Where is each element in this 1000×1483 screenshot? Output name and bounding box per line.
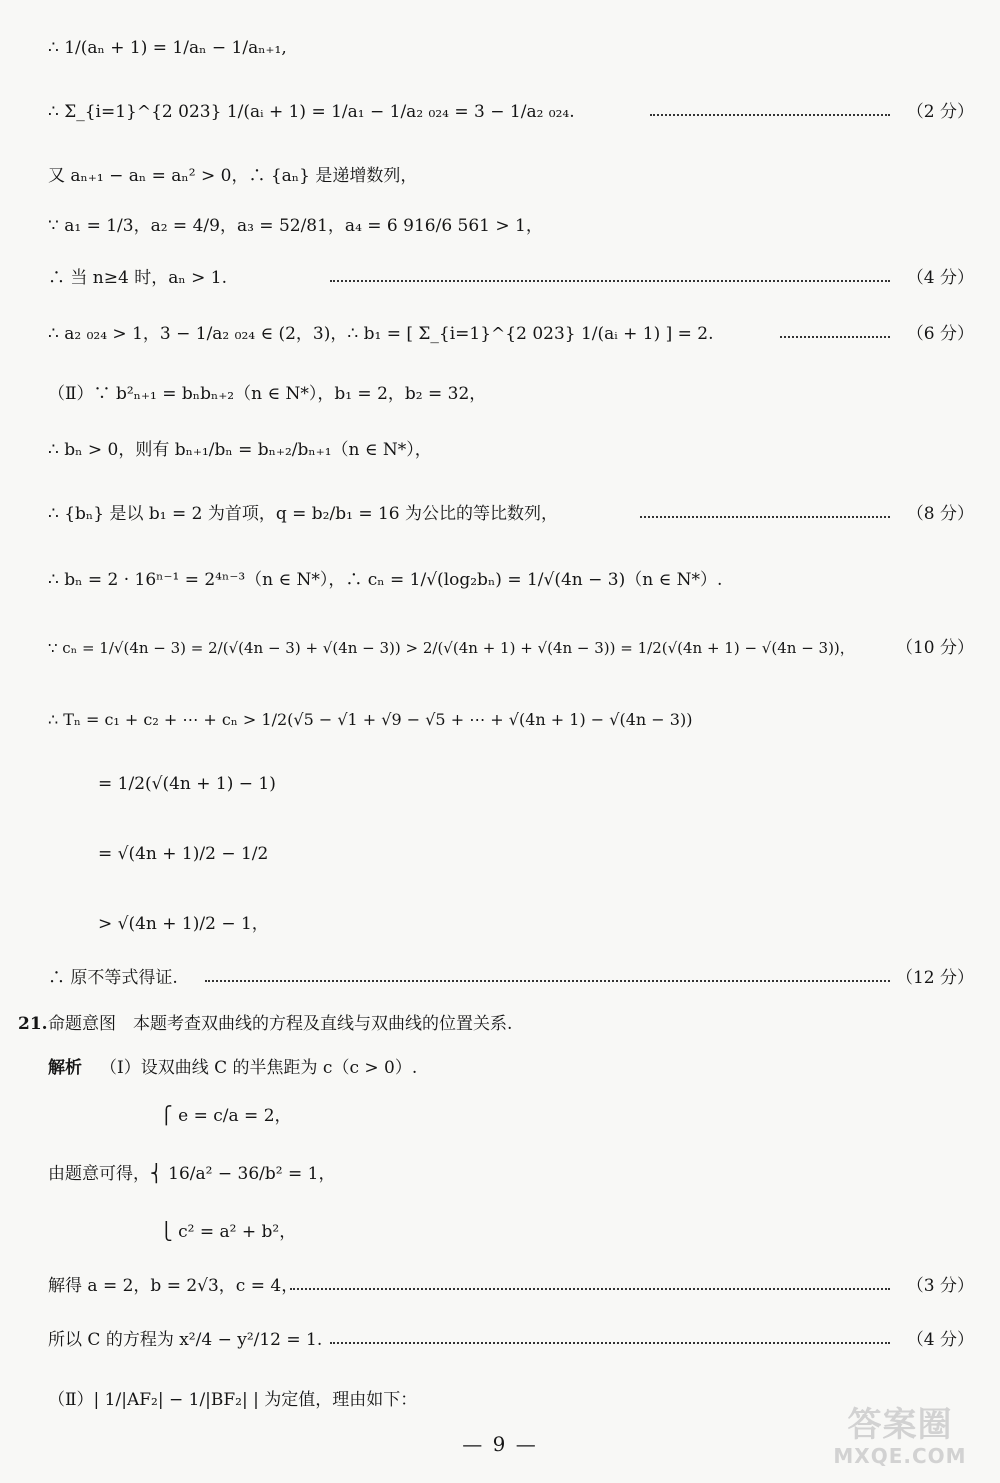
line-text: （Ⅱ）∵ b²ₙ₊₁ = bₙbₙ₊₂（n ∈ N*），b₁ = 2，b₂ = 32， bbox=[48, 384, 487, 404]
solution-line bbox=[0, 958, 1000, 998]
solution-line bbox=[0, 764, 1000, 804]
line-text: ∵ cₙ = 1/√(4n − 3) = 2/(√(4n − 3) + √(4n − 3)) > 2/(√(4n + 1) + √(4n − 3)) = 1/2(√(4n + 1) − √(4n − 3))， bbox=[48, 639, 855, 657]
line-text: = √(4n + 1)/2 − 1/2 bbox=[98, 844, 269, 864]
dot-leader bbox=[205, 980, 890, 982]
solution-line bbox=[0, 28, 1000, 68]
solution-line bbox=[0, 628, 1000, 668]
line-text: ∴ 当 n≥4 时，aₙ > 1. bbox=[48, 268, 227, 288]
solution-line bbox=[0, 1154, 1000, 1194]
line-text: ∴ 原不等式得证. bbox=[48, 968, 178, 988]
solution-line bbox=[0, 1048, 1000, 1088]
solution-line bbox=[0, 314, 1000, 354]
line-text: ∴ 1/(aₙ + 1) = 1/aₙ − 1/aₙ₊₁, bbox=[48, 38, 287, 58]
solution-line bbox=[0, 92, 1000, 132]
line-text: ⎧ e = c/a = 2， bbox=[160, 1106, 292, 1126]
solution-line bbox=[0, 430, 1000, 470]
line-text: ∴ {bₙ} 是以 b₁ = 2 为首项，q = b₂/b₁ = 16 为公比的等比数列， bbox=[48, 504, 559, 524]
line-text: ∴ bₙ > 0，则有 bₙ₊₁/bₙ = bₙ₊₂/bₙ₊₁（n ∈ N*）， bbox=[48, 440, 432, 460]
line-text: > √(4n + 1)/2 − 1， bbox=[98, 914, 269, 934]
score-mark: （4 分） bbox=[906, 268, 974, 288]
line-text: ∴ Tₙ = c₁ + c₂ + ⋯ + cₙ > 1/2(√5 − √1 + √9 − √5 + ⋯ + √(4n + 1) − √(4n − 3)) bbox=[48, 710, 693, 729]
line-text: 又 aₙ₊₁ − aₙ = aₙ² > 0，∴ {aₙ} 是递增数列， bbox=[48, 166, 418, 186]
solution-line bbox=[0, 258, 1000, 298]
score-mark: （12 分） bbox=[895, 968, 974, 988]
solution-line bbox=[0, 1266, 1000, 1306]
solution-line bbox=[0, 1096, 1000, 1136]
solution-line bbox=[0, 494, 1000, 534]
solution-line bbox=[0, 904, 1000, 944]
dot-leader bbox=[330, 280, 890, 282]
line-text: ∴ Σ_{i=1}^{2 023} 1/(aᵢ + 1) = 1/a₁ − 1/a₂ ₀₂₄ = 3 − 1/a₂ ₀₂₄. bbox=[48, 102, 575, 122]
score-mark: （10 分） bbox=[895, 638, 974, 658]
line-text: 解得 a = 2，b = 2√3，c = 4， bbox=[48, 1276, 299, 1296]
solution-line bbox=[0, 700, 1000, 740]
watermark bbox=[815, 1405, 985, 1472]
solution-line bbox=[0, 206, 1000, 246]
solution-line bbox=[0, 1212, 1000, 1252]
line-text: ⎩ c² = a² + b²， bbox=[160, 1222, 297, 1242]
score-mark: （2 分） bbox=[906, 102, 974, 122]
line-text: 所以 C 的方程为 x²/4 − y²/12 = 1. bbox=[48, 1330, 323, 1350]
solution-line bbox=[0, 374, 1000, 414]
line-text: = 1/2(√(4n + 1) − 1) bbox=[98, 774, 276, 794]
solution-line bbox=[0, 834, 1000, 874]
line-text: 命题意图 本题考查双曲线的方程及直线与双曲线的位置关系. bbox=[48, 1014, 513, 1034]
solution-line bbox=[0, 1320, 1000, 1360]
score-mark: （4 分） bbox=[906, 1330, 974, 1350]
score-mark: （8 分） bbox=[906, 504, 974, 524]
page-number: — 9 — bbox=[462, 1432, 538, 1456]
analysis-label: 解析 bbox=[48, 1058, 82, 1078]
dot-leader bbox=[640, 516, 890, 518]
line-text bbox=[48, 1058, 417, 1078]
solution-line bbox=[0, 560, 1000, 600]
line-text: ∵ a₁ = 1/3，a₂ = 4/9，a₃ = 52/81，a₄ = 6 916/6 561 > 1， bbox=[48, 216, 543, 236]
watermark-logo: 答案圈 bbox=[847, 1405, 953, 1445]
line-body: （Ⅰ）设双曲线 C 的半焦距为 c（c > 0）. bbox=[100, 1058, 418, 1078]
question-number: 21. bbox=[18, 1014, 48, 1034]
line-text: ∴ bₙ = 2 · 16ⁿ⁻¹ = 2⁴ⁿ⁻³（n ∈ N*），∴ cₙ = 1/√(log₂bₙ) = 1/√(4n − 3)（n ∈ N*）. bbox=[48, 570, 723, 590]
line-text: （Ⅱ）| 1/|AF₂| − 1/|BF₂| | 为定值，理由如下： bbox=[48, 1390, 418, 1410]
solution-line bbox=[0, 156, 1000, 196]
line-text: ∴ a₂ ₀₂₄ > 1，3 − 1/a₂ ₀₂₄ ∈ (2，3)，∴ b₁ = [ Σ_{i=1}^{2 023} 1/(aᵢ + 1) ] = 2. bbox=[48, 324, 714, 344]
dot-leader bbox=[780, 336, 890, 338]
line-text: 由题意可得，⎨ 16/a² − 36/b² = 1， bbox=[48, 1164, 336, 1184]
dot-leader bbox=[290, 1288, 890, 1290]
watermark-site: MXQE.COM bbox=[833, 1444, 967, 1468]
score-mark: （3 分） bbox=[906, 1276, 974, 1296]
dot-leader bbox=[650, 114, 890, 116]
question-heading bbox=[0, 1004, 1000, 1044]
dot-leader bbox=[330, 1342, 890, 1344]
score-mark: （6 分） bbox=[906, 324, 974, 344]
